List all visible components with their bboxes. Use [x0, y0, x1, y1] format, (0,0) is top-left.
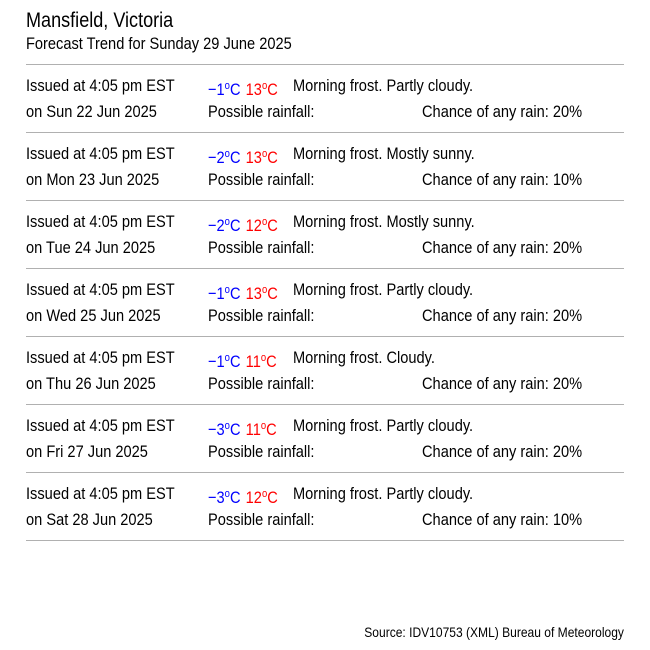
possible-rainfall-label: Possible rainfall: [208, 374, 315, 393]
temperature-range [208, 280, 289, 304]
rain-chance: Chance of any rain: 20% [422, 238, 583, 257]
possible-rainfall-label: Possible rainfall: [208, 102, 315, 121]
max-temperature: 13$^o$C [245, 148, 278, 167]
rain-chance: Chance of any rain: 20% [422, 374, 583, 393]
forecast-description: Morning frost. Partly cloudy. [293, 416, 474, 435]
forecast-description: Morning frost. Mostly sunny. [293, 144, 475, 163]
possible-rainfall-label: Possible rainfall: [208, 510, 315, 529]
min-temperature: $-3^oC$ [208, 488, 241, 507]
page-title [26, 9, 197, 33]
forecast-description: Morning frost. Partly cloudy. [293, 280, 474, 299]
forecast-description: Morning frost. Cloudy. [293, 348, 435, 367]
location-title: Mansfield, Victoria [26, 9, 174, 32]
issued-date: on Thu 26 Jun 2025 [26, 374, 156, 393]
forecast-description: Morning frost. Partly cloudy. [293, 76, 474, 95]
forecast-description: Morning frost. Partly cloudy. [293, 484, 474, 503]
forecast-row [26, 473, 624, 541]
rain-chance: Chance of any rain: 20% [422, 442, 583, 461]
rain-chance: Chance of any rain: 20% [422, 306, 583, 325]
forecast-row [26, 201, 624, 269]
issued-time: Issued at 4:05 pm EST [26, 212, 175, 231]
issued-date: on Wed 25 Jun 2025 [26, 306, 161, 325]
forecast-row [26, 337, 624, 405]
rain-chance: Chance of any rain: 10% [422, 170, 583, 189]
temperature-range [208, 416, 288, 440]
max-temperature: 11$^o$C [245, 352, 277, 371]
min-temperature: $-1^oC$ [208, 284, 241, 303]
issued-date: on Sat 28 Jun 2025 [26, 510, 153, 529]
min-temperature: $-1^oC$ [208, 80, 241, 99]
forecast-subtitle: Forecast Trend for Sunday 29 June 2025 [26, 34, 292, 53]
source-attribution: Source: IDV10753 (XML) Bureau of Meteorology [364, 624, 624, 640]
temperature-range [208, 144, 289, 168]
max-temperature: 11$^o$C [245, 420, 277, 439]
min-temperature: $-3^oC$ [208, 420, 241, 439]
issued-time: Issued at 4:05 pm EST [26, 144, 175, 163]
issued-time: Issued at 4:05 pm EST [26, 280, 175, 299]
forecast-row [26, 269, 624, 337]
issued-time: Issued at 4:05 pm EST [26, 484, 175, 503]
forecast-list [26, 64, 624, 541]
rain-chance: Chance of any rain: 10% [422, 510, 583, 529]
max-temperature: 12$^o$C [245, 216, 278, 235]
temperature-range [208, 76, 289, 100]
max-temperature: 13$^o$C [245, 284, 278, 303]
forecast-row [26, 65, 624, 133]
temperature-range [208, 484, 289, 508]
issued-date: on Fri 27 Jun 2025 [26, 442, 148, 461]
rain-chance: Chance of any rain: 20% [422, 102, 583, 121]
issued-time: Issued at 4:05 pm EST [26, 348, 175, 367]
issued-time: Issued at 4:05 pm EST [26, 416, 175, 435]
min-temperature: $-2^oC$ [208, 148, 241, 167]
issued-date: on Tue 24 Jun 2025 [26, 238, 156, 257]
issued-date: on Sun 22 Jun 2025 [26, 102, 157, 121]
forecast-row [26, 405, 624, 473]
max-temperature: 12$^o$C [245, 488, 278, 507]
min-temperature: $-2^oC$ [208, 216, 241, 235]
temperature-range [208, 348, 288, 372]
temperature-range [208, 212, 289, 236]
page-subtitle [26, 34, 335, 54]
issued-date: on Mon 23 Jun 2025 [26, 170, 160, 189]
issued-time: Issued at 4:05 pm EST [26, 76, 175, 95]
possible-rainfall-label: Possible rainfall: [208, 442, 315, 461]
possible-rainfall-label: Possible rainfall: [208, 306, 315, 325]
forecast-row [26, 133, 624, 201]
min-temperature: $-1^oC$ [208, 352, 241, 371]
possible-rainfall-label: Possible rainfall: [208, 170, 315, 189]
forecast-description: Morning frost. Mostly sunny. [293, 212, 475, 231]
possible-rainfall-label: Possible rainfall: [208, 238, 315, 257]
max-temperature: 13$^o$C [245, 80, 278, 99]
